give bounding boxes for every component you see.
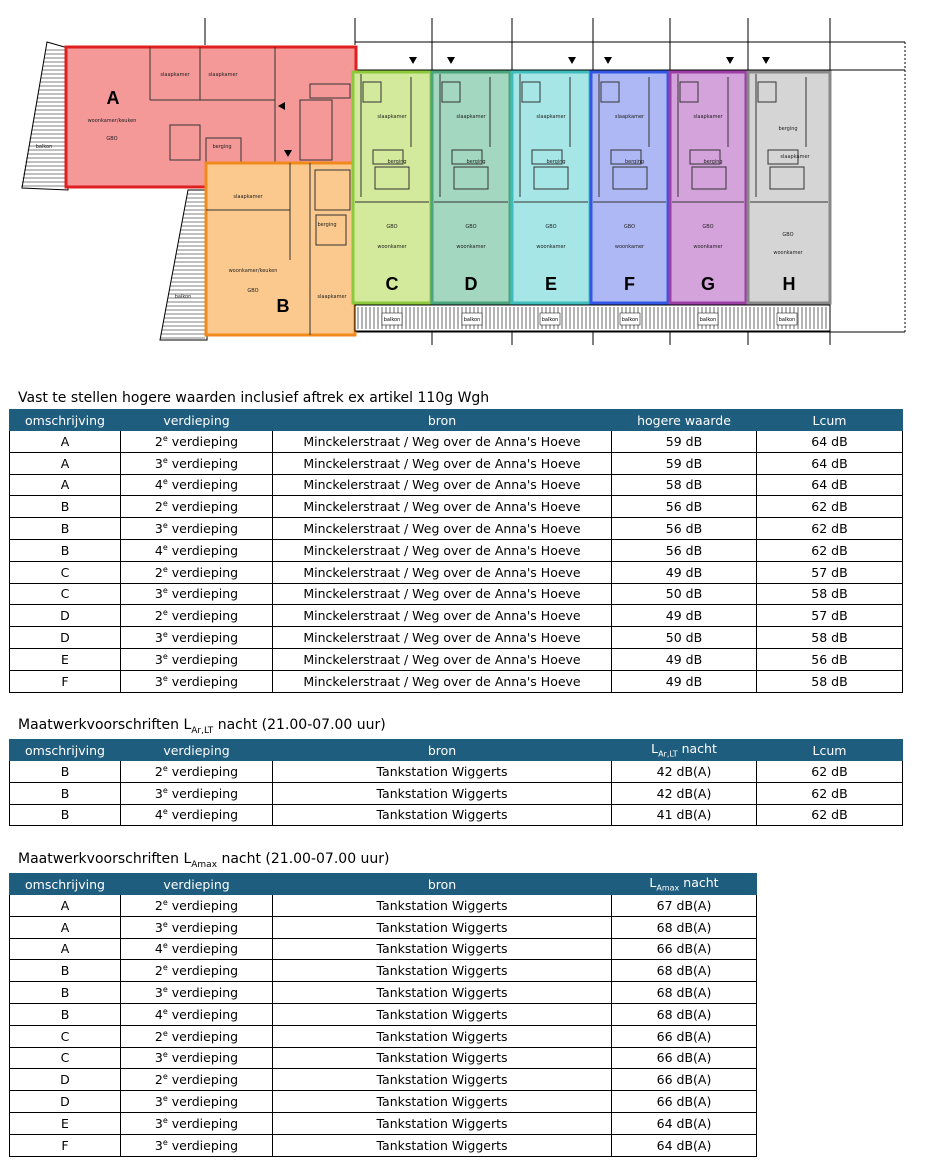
cell-value: 66 dB(A) [612,1047,757,1069]
cell-value: 68 dB(A) [612,982,757,1004]
cell-verdieping: 3e verdieping [121,583,273,605]
floor-suffix: e [162,1028,168,1038]
table-row [10,496,903,518]
room-label: GBO [106,136,118,142]
cell-verdieping: 3e verdieping [121,1134,273,1156]
floor-suffix: e [162,785,168,795]
balcony-label: balkon [383,317,401,323]
cell-verdieping: 2e verdieping [121,561,273,583]
cell-omschrijving: C [10,561,121,583]
room-label: woonkamer [456,244,486,250]
table1-title: Vast te stellen hogere waarden inclusief aftrek ex artikel 110g Wgh [18,390,490,406]
table-row [10,1003,757,1025]
floor-suffix: e [162,673,168,683]
cell-verdieping: 2e verdieping [121,431,273,453]
cell-verdieping: 3e verdieping [121,1047,273,1069]
floor-suffix: e [162,807,168,817]
cell-lcum: 57 dB [757,605,903,627]
cell-omschrijving: B [10,518,121,540]
table-header-row [10,740,903,761]
cell-value: 56 dB [612,518,757,540]
cell-bron: Minckelerstraat / Weg over de Anna's Hoeve [273,518,612,540]
lar-lt-table [9,739,903,826]
table3-title [18,851,390,873]
cell-value: 68 dB(A) [612,916,757,938]
cell-value: 56 dB [612,496,757,518]
cell-lcum: 58 dB [757,670,903,692]
cell-omschrijving: C [10,583,121,605]
cell-value: 66 dB(A) [612,1091,757,1113]
hogere-waarden-table [9,409,903,693]
table-row [10,474,903,496]
col-hogere-waarde: hogere waarde [612,410,757,431]
room-label: berging [317,222,337,228]
cell-omschrijving: B [10,761,121,783]
col-omschrijving: omschrijving [10,410,121,431]
cell-bron: Minckelerstraat / Weg over de Anna's Hoeve [273,431,612,453]
table-row [10,782,903,804]
table-row [10,982,757,1004]
cell-omschrijving: B [10,804,121,826]
cell-verdieping: 3e verdieping [121,670,273,692]
room-label: slaapkamer [614,114,645,120]
floor-suffix: e [162,586,168,596]
cell-verdieping: 4e verdieping [121,804,273,826]
floor-suffix: e [162,608,168,618]
table-row [10,960,757,982]
table-row [10,1112,757,1134]
cell-value: 64 dB(A) [612,1134,757,1156]
room-label: GBO [247,288,259,294]
cell-bron: Minckelerstraat / Weg over de Anna's Hoeve [273,670,612,692]
table-row [10,452,903,474]
cell-omschrijving: B [10,496,121,518]
floor-plan [0,0,947,380]
floor-suffix: e [162,564,168,574]
unit-f [591,72,668,303]
cell-lcum: 62 dB [757,782,903,804]
floor-suffix: e [162,651,168,661]
room-label: slaapkamer [456,114,486,120]
cell-omschrijving: B [10,782,121,804]
table-row [10,1025,757,1047]
unit-g [670,72,746,303]
col-bron: bron [273,410,612,431]
balcony-label: balkon [463,317,481,323]
balcony-label: balkon [699,317,717,323]
room-label: berging [624,159,645,165]
cell-bron: Tankstation Wiggerts [273,1134,612,1156]
table-header-row [10,410,903,431]
cell-value: 42 dB(A) [612,761,757,783]
cell-verdieping: 4e verdieping [121,938,273,960]
cell-bron: Tankstation Wiggerts [273,1091,612,1113]
floor-suffix: e [162,1050,168,1060]
table-row [10,627,903,649]
cell-bron: Tankstation Wiggerts [273,782,612,804]
unit-letter-d: D [464,274,478,294]
floor-suffix: e [162,477,168,487]
room-label: woonkamer [693,244,723,250]
cell-verdieping: 4e verdieping [121,474,273,496]
cell-omschrijving: F [10,670,121,692]
table-row [10,561,903,583]
room-label: slaapkamer [208,72,238,78]
table-row [10,605,903,627]
table2-title-sub: Ar,LT [191,725,214,736]
table2-title [18,717,386,739]
cell-lcum: 62 dB [757,518,903,540]
cell-value: 58 dB [612,474,757,496]
table-row [10,670,903,692]
cell-value: 68 dB(A) [612,960,757,982]
room-label: GBO [545,224,557,230]
col-omschrijving: omschrijving [10,874,121,895]
cell-bron: Tankstation Wiggerts [273,761,612,783]
cell-lcum: 58 dB [757,627,903,649]
table3-title-post: nacht (21.00-07.00 uur) [217,851,390,867]
cell-value: 42 dB(A) [612,782,757,804]
cell-verdieping: 2e verdieping [121,895,273,917]
cell-verdieping: 3e verdieping [121,627,273,649]
table-row [10,938,757,960]
room-label: GBO [782,232,794,238]
cell-verdieping: 3e verdieping [121,452,273,474]
unit-h [748,72,830,303]
cell-value: 50 dB [612,627,757,649]
unit-b [206,163,355,335]
cell-omschrijving: B [10,960,121,982]
floor-suffix: e [162,629,168,639]
cell-omschrijving: B [10,1003,121,1025]
col-bron: bron [273,874,612,895]
floor-suffix: e [162,963,168,973]
col-lamax-nacht [612,874,757,895]
cell-value: 50 dB [612,583,757,605]
cell-value: 68 dB(A) [612,1003,757,1025]
cell-value: 67 dB(A) [612,895,757,917]
cell-lcum: 64 dB [757,474,903,496]
room-label: woonkamer [377,244,407,250]
cell-bron: Minckelerstraat / Weg over de Anna's Hoeve [273,648,612,670]
cell-value: 56 dB [612,539,757,561]
table-row [10,1134,757,1156]
cell-bron: Minckelerstraat / Weg over de Anna's Hoeve [273,474,612,496]
room-label: berging [212,144,232,150]
cell-verdieping: 4e verdieping [121,1003,273,1025]
col-verdieping: verdieping [121,874,273,895]
room-label: woonkamer [536,244,566,250]
table2-title-post: nacht (21.00-07.00 uur) [213,717,386,733]
cell-bron: Minckelerstraat / Weg over de Anna's Hoeve [273,605,612,627]
cell-verdieping: 2e verdieping [121,605,273,627]
balcony-label: balkon [778,317,796,323]
cell-verdieping: 3e verdieping [121,916,273,938]
table3-title-pre: Maatwerkvoorschriften L [18,851,192,867]
floor-suffix: e [162,1137,168,1147]
col-omschrijving: omschrijving [10,740,121,761]
hdr-sub: Amax [656,883,680,893]
floor-suffix: e [162,521,168,530]
room-label: berging [546,159,566,165]
cell-omschrijving: A [10,895,121,917]
room-label: woonkamer/keuken [228,268,278,274]
table-row [10,1069,757,1091]
floor-suffix: e [162,1115,168,1125]
cell-verdieping: 2e verdieping [121,1025,273,1047]
cell-verdieping: 3e verdieping [121,782,273,804]
cell-lcum: 62 dB [757,539,903,561]
cell-omschrijving: E [10,648,121,670]
table-row [10,1047,757,1069]
cell-lcum: 57 dB [757,561,903,583]
lamax-table [9,873,757,1157]
room-label: berging [778,126,798,132]
cell-omschrijving: D [10,627,121,649]
col-lcum: Lcum [757,740,903,761]
cell-verdieping: 2e verdieping [121,1069,273,1091]
cell-lcum: 62 dB [757,496,903,518]
room-label: berging [703,159,723,165]
cell-lcum: 56 dB [757,648,903,670]
table-row [10,431,903,453]
room-label: woonkamer/keuken [87,118,137,124]
col-verdieping: verdieping [121,410,273,431]
cell-value: 49 dB [612,648,757,670]
floor-suffix: e [162,1072,168,1082]
room-label: slaapkamer [693,114,723,120]
cell-omschrijving: D [10,605,121,627]
unit-d [432,72,510,303]
cell-bron: Tankstation Wiggerts [273,1069,612,1091]
unit-letter-h: H [782,274,796,294]
col-verdieping: verdieping [121,740,273,761]
cell-bron: Tankstation Wiggerts [273,938,612,960]
col-bron: bron [273,740,612,761]
floor-suffix: e [162,897,168,907]
cell-value: 49 dB [612,605,757,627]
table-row [10,1091,757,1113]
table3-title-sub: Amax [191,859,218,870]
unit-letter-a: A [106,88,120,108]
cell-lcum: 62 dB [757,761,903,783]
cell-bron: Tankstation Wiggerts [273,1025,612,1047]
cell-bron: Minckelerstraat / Weg over de Anna's Hoeve [273,539,612,561]
cell-bron: Minckelerstraat / Weg over de Anna's Hoeve [273,627,612,649]
cell-omschrijving: E [10,1112,121,1134]
table-header-row [10,874,757,895]
cell-bron: Tankstation Wiggerts [273,1112,612,1134]
cell-bron: Tankstation Wiggerts [273,916,612,938]
room-label: slaapkamer [780,154,810,160]
hdr-pre: L [649,875,657,891]
cell-verdieping: 3e verdieping [121,648,273,670]
room-label: woonkamer [773,250,803,256]
table-row [10,583,903,605]
hdr-post: nacht [677,741,717,757]
cell-omschrijving: D [10,1069,121,1091]
cell-lcum: 64 dB [757,431,903,453]
table-row [10,804,903,826]
cell-verdieping: 4e verdieping [121,539,273,561]
cell-verdieping: 3e verdieping [121,518,273,540]
floor-suffix: e [162,433,168,443]
room-label: GBO [465,224,477,230]
cell-omschrijving: D [10,1091,121,1113]
room-label: slaapkamer [536,114,566,120]
table-row [10,895,757,917]
unit-letter-g: G [700,274,716,294]
col-lar-lt-nacht [612,740,757,761]
balcony-label: balkon [541,317,559,323]
cell-value: 41 dB(A) [612,804,757,826]
cell-omschrijving: C [10,1047,121,1069]
cell-value: 49 dB [612,561,757,583]
cell-omschrijving: A [10,452,121,474]
unit-c [353,72,431,303]
balcony-label: balkon [621,317,639,323]
col-lcum: Lcum [757,410,903,431]
cell-value: 59 dB [612,431,757,453]
cell-bron: Minckelerstraat / Weg over de Anna's Hoeve [273,452,612,474]
floor-suffix: e [162,455,168,465]
cell-value: 66 dB(A) [612,1025,757,1047]
cell-value: 49 dB [612,670,757,692]
cell-value: 66 dB(A) [612,1069,757,1091]
hdr-sub: Ar,LT [658,749,678,759]
floor-suffix: e [162,763,168,773]
cell-verdieping: 2e verdieping [121,496,273,518]
unit-letter-b: B [276,296,290,316]
cell-bron: Minckelerstraat / Weg over de Anna's Hoeve [273,583,612,605]
floor-suffix: e [162,542,168,552]
cell-omschrijving: A [10,431,121,453]
cell-omschrijving: A [10,474,121,496]
room-label: berging [466,159,486,165]
cell-omschrijving: F [10,1134,121,1156]
room-label: berging [387,159,407,165]
room-label: GBO [386,224,398,230]
cell-bron: Minckelerstraat / Weg over de Anna's Hoeve [273,496,612,518]
cell-verdieping: 2e verdieping [121,761,273,783]
floor-suffix: e [162,985,168,994]
cell-bron: Minckelerstraat / Weg over de Anna's Hoeve [273,561,612,583]
room-label: GBO [702,224,714,230]
floor-suffix: e [162,499,168,509]
hdr-pre: L [651,741,659,757]
cell-verdieping: 3e verdieping [121,1112,273,1134]
room-label: slaapkamer [377,114,407,120]
cell-lcum: 62 dB [757,804,903,826]
cell-verdieping: 3e verdieping [121,1091,273,1113]
table-row [10,518,903,540]
room-label: slaapkamer [160,72,190,78]
cell-omschrijving: C [10,1025,121,1047]
cell-bron: Tankstation Wiggerts [273,804,612,826]
cell-omschrijving: A [10,916,121,938]
room-label: GBO [623,224,636,230]
cell-bron: Tankstation Wiggerts [273,960,612,982]
unit-letter-e: E [544,274,558,294]
table-row [10,539,903,561]
cell-lcum: 64 dB [757,452,903,474]
balcony-strip [355,305,830,331]
floor-suffix: e [162,1093,168,1103]
cell-omschrijving: A [10,938,121,960]
unit-e [512,72,590,303]
unit-letter-f: F [624,274,635,294]
cell-value: 66 dB(A) [612,938,757,960]
cell-verdieping: 3e verdieping [121,982,273,1004]
table2-title-pre: Maatwerkvoorschriften L [18,717,192,733]
room-label: slaapkamer [317,294,347,300]
table-row [10,648,903,670]
cell-bron: Tankstation Wiggerts [273,895,612,917]
table-row [10,761,903,783]
floor-suffix: e [162,941,168,951]
room-label: balkon [35,144,53,150]
floor-suffix: e [162,1006,168,1016]
room-label: balkon [174,294,192,300]
cell-verdieping: 2e verdieping [121,960,273,982]
cell-bron: Tankstation Wiggerts [273,982,612,1004]
cell-value: 64 dB(A) [612,1112,757,1134]
cell-lcum: 58 dB [757,583,903,605]
hdr-post: nacht [679,875,719,891]
floor-suffix: e [162,919,168,929]
cell-value: 59 dB [612,452,757,474]
table-row [10,916,757,938]
cell-bron: Tankstation Wiggerts [273,1047,612,1069]
cell-bron: Tankstation Wiggerts [273,1003,612,1025]
room-label: woonkamer [614,244,645,250]
unit-letter-c: C [385,274,399,294]
cell-omschrijving: B [10,982,121,1004]
cell-omschrijving: B [10,539,121,561]
room-label: slaapkamer [233,194,263,200]
